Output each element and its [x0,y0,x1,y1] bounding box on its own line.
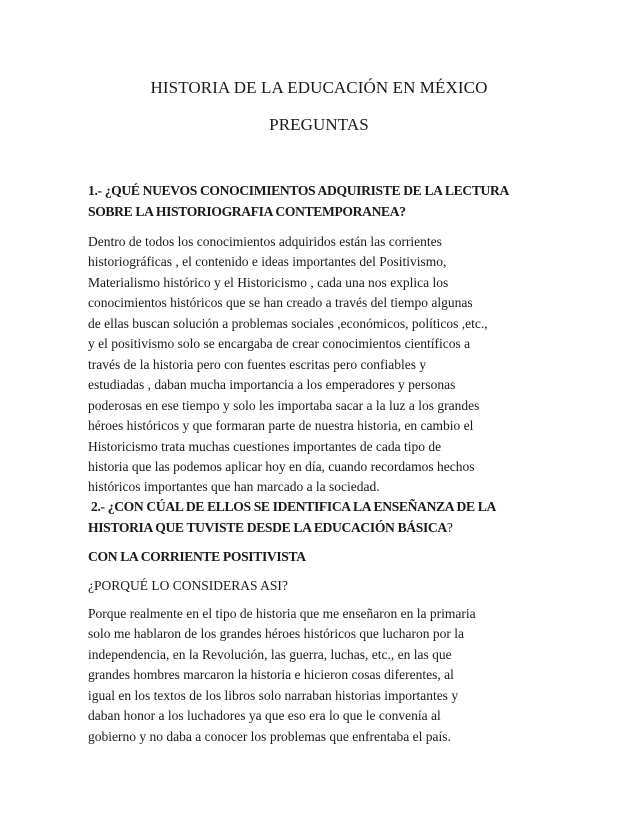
answer-2-line: solo me hablaron de los grandes héroes históricos que lucharon por la [88,626,465,642]
question-1-line: 1.- ¿QUÉ NUEVOS CONOCIMIENTOS ADQUIRISTE DE LA LECTURA [88,183,509,198]
question-1 [88,181,558,222]
question-2-line-end: ? [446,519,453,535]
answer-2 [88,604,558,747]
answer-1-line: poderosas en ese tiempo y solo les importaba sacar a la luz a los grandes [88,397,480,413]
answer-1-line: de ellas buscan solución a problemas sociales ,económicos, políticos ,etc., [88,315,488,331]
answer-2-heading: CON LA CORRIENTE POSITIVISTA [88,549,306,564]
question-2-line: 2.- ¿CON CÚAL DE ELLOS SE IDENTIFICA LA ENSEÑANZA DE LA [88,499,496,514]
answer-2-line: igual en los textos de los libros solo narraban historias importantes y [88,687,459,703]
answer-1-line: y el positivismo solo se encargaba de crear conocimientos científicos a [88,336,471,352]
document-title: HISTORIA DE LA EDUCACIÓN EN MÉXICO [150,78,488,97]
answer-1 [88,232,558,498]
answer-1-line: Historicismo trata muchas cuestiones importantes de cada tipo de [88,438,442,454]
document-subtitle: PREGUNTAS [269,115,369,134]
answer-1-line: históricos importantes que han marcado a la sociedad. [88,479,380,495]
why-question: ¿PORQUÉ LO CONSIDERAS ASI? [88,578,288,593]
answer-1-line: héroes históricos y que formaran parte de nuestra historia, en cambio el [88,418,474,434]
answer-1-line: estudiadas , daban mucha importancia a los emperadores y personas [88,377,456,393]
question-2-line [88,518,558,539]
answer-1-line: historiográficas , el contenido e ideas importantes del Positivismo, [88,254,447,270]
answer-1-line: historia que las podemos aplicar hoy en día, cuando recordamos hechos [88,458,475,474]
answer-1-line: conocimientos históricos que se han creado a través del tiempo algunas [88,295,473,311]
question-1-line: SOBRE LA HISTORIOGRAFIA CONTEMPORANEA? [88,203,406,219]
answer-2-line: grandes hombres marcaron la historia e hicieron cosas diferentes, al [88,667,454,683]
question-2 [88,497,558,538]
answer-2-line: Porque realmente en el tipo de historia que me enseñaron en la primaria [88,606,476,621]
answer-1-line: Dentro de todos los conocimientos adquiridos están las corrientes [88,234,442,249]
answer-1-line: Materialismo histórico y el Historicismo , cada una nos explica los [88,274,449,290]
answer-2-line: independencia, en la Revolución, las guerra, luchas, etc., en las que [88,646,452,662]
question-2-line-bold: HISTORIA QUE TUVISTE DESDE LA EDUCACIÓN BÁSICA [88,519,447,535]
answer-2-line: daban honor a los luchadores ya que eso era lo que le convenía al [88,708,441,724]
answer-1-line: través de la historia pero con fuentes escritas pero confiables y [88,356,427,372]
answer-2-line: gobierno y no daba a conocer los problemas que enfrentaba el país. [88,728,451,744]
